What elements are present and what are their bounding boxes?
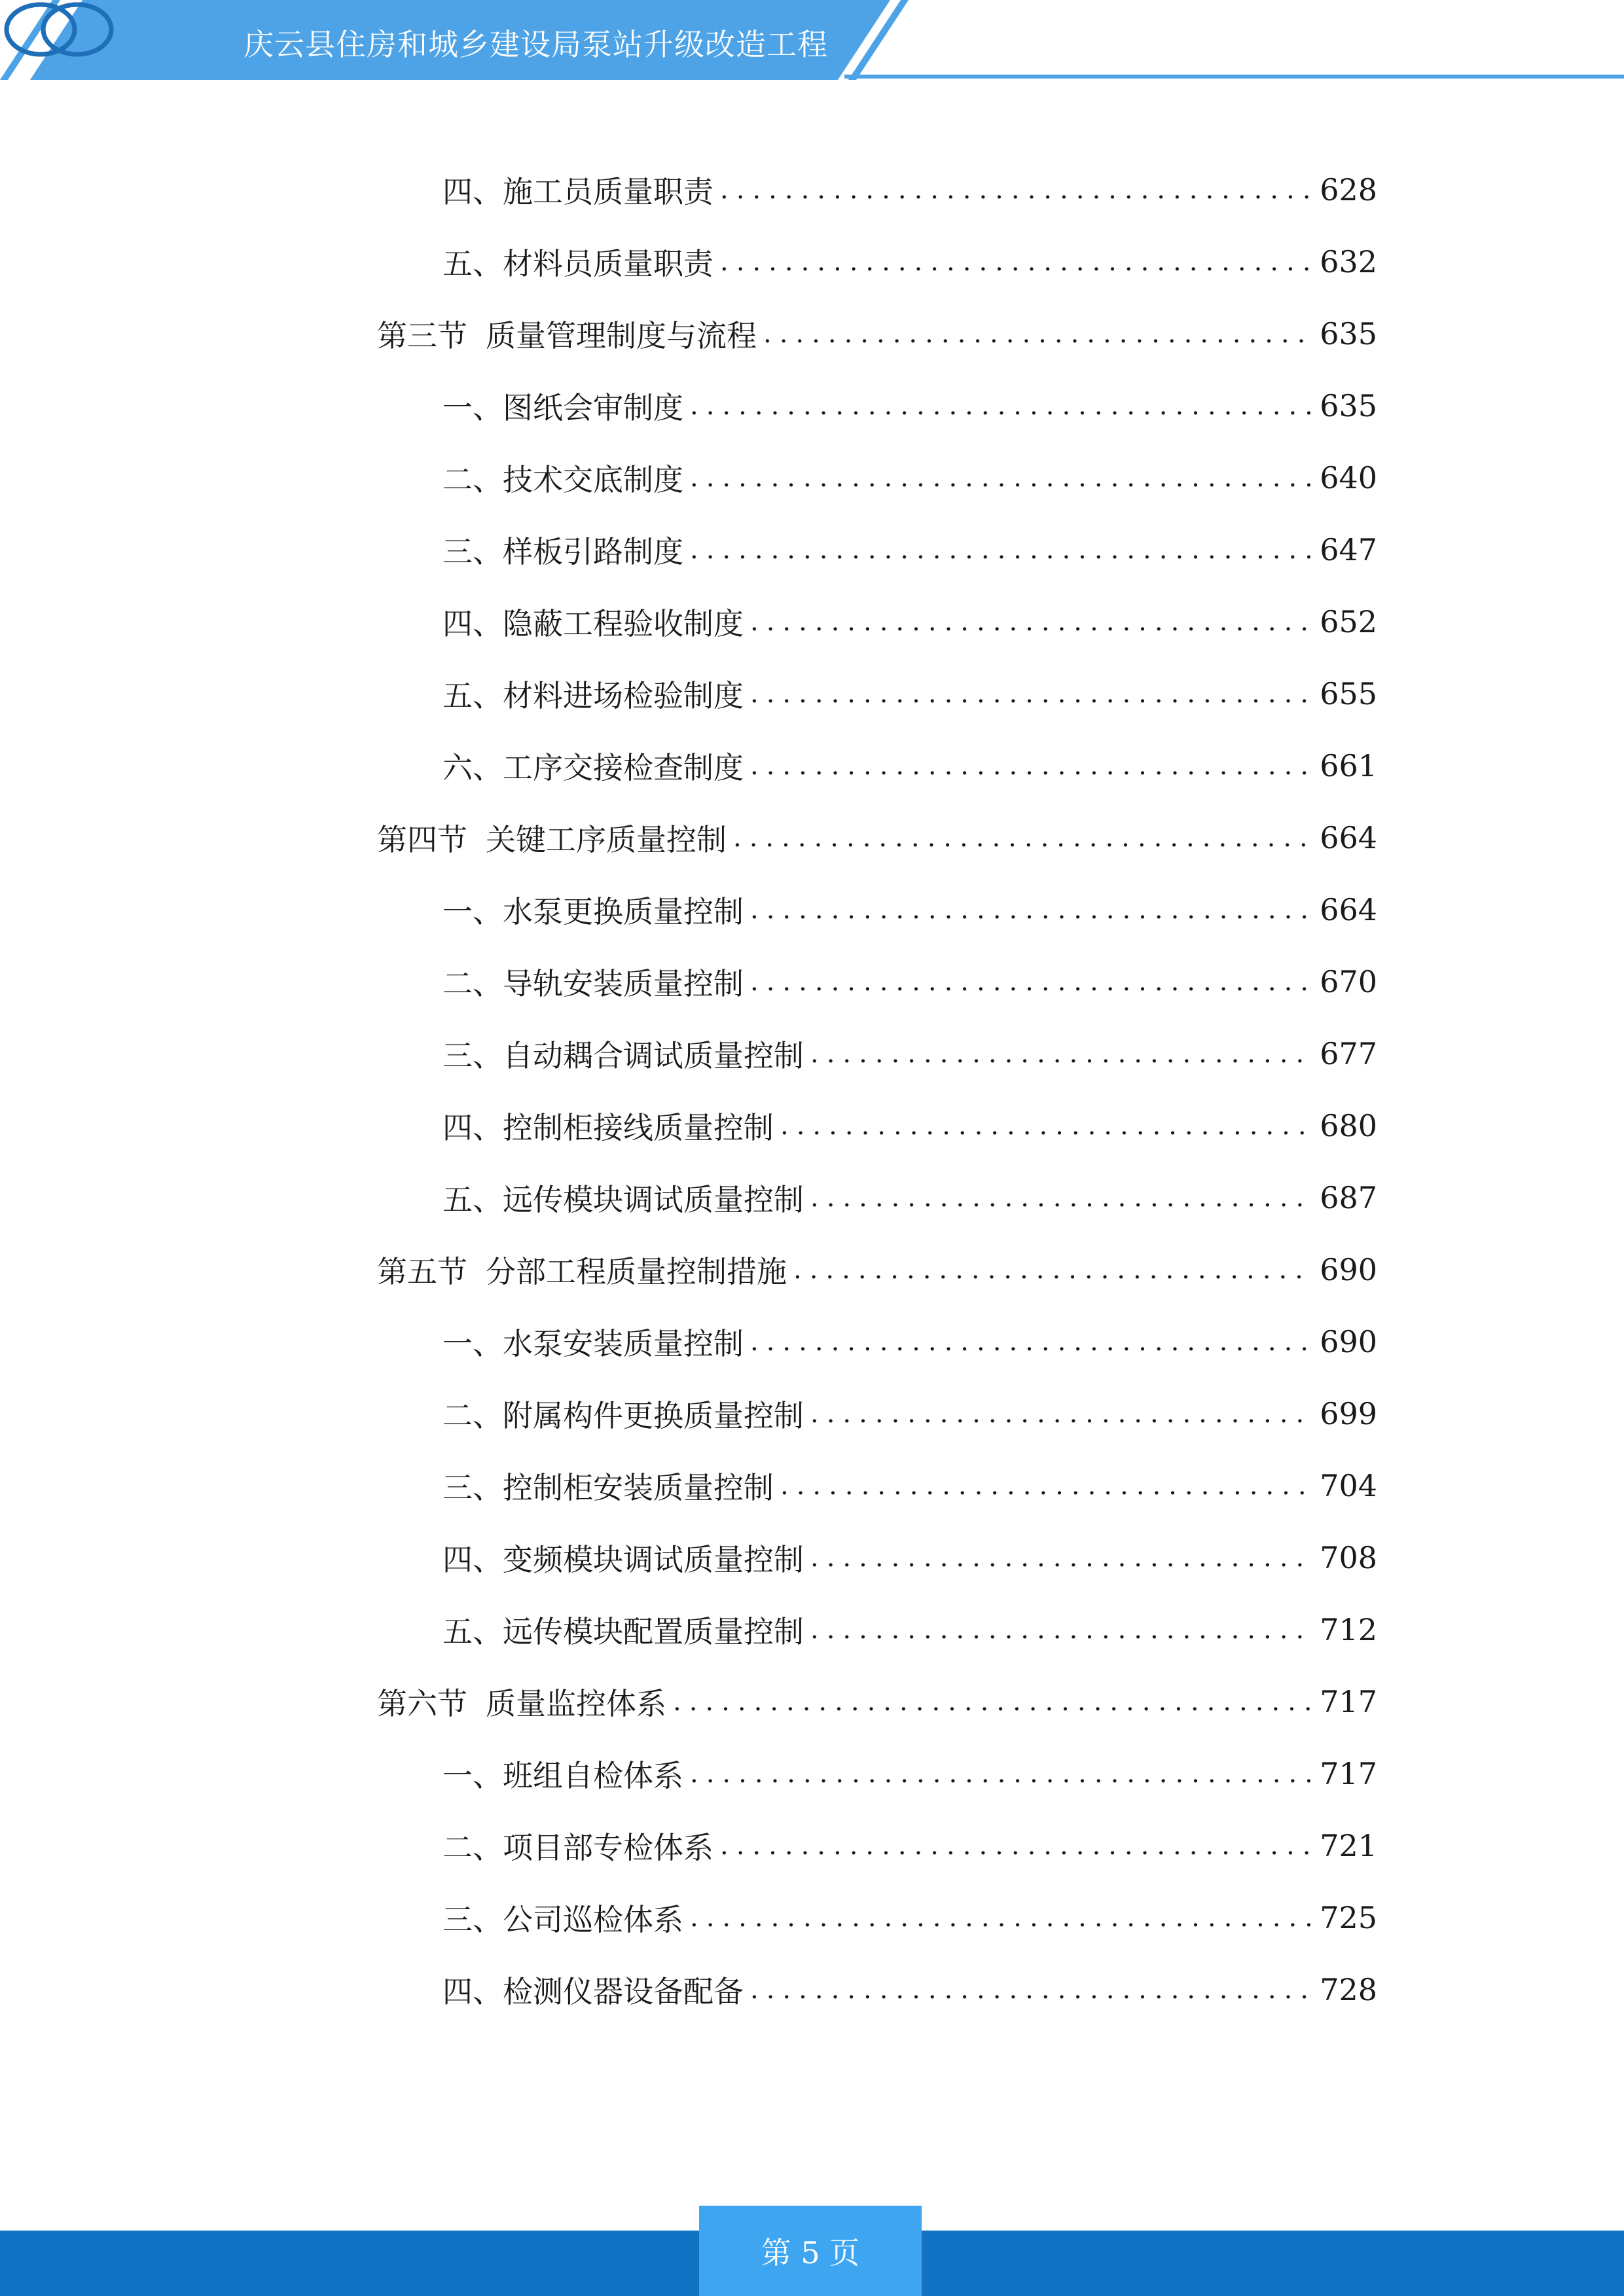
toc-entry-number: 五、 [442,1614,503,1649]
toc-entry-number: 四、 [442,606,503,641]
toc-entry-number: 一、 [442,1326,503,1361]
toc-entry-title: 远传模块调试质量控制 [503,1182,804,1217]
toc-entry-number: 二、 [442,1398,503,1433]
toc-entry-number: 第六节 [377,1686,467,1721]
toc-dot-leader [690,463,1313,493]
toc-entry-title: 技术交底制度 [503,462,683,497]
toc-entry-title: 公司巡检体系 [503,1902,683,1937]
toc-dot-leader [780,1111,1313,1141]
toc-subsection-entry[interactable] [442,1100,1377,1152]
toc-subsection-entry[interactable] [442,1316,1377,1368]
toc-entry-title: 分部工程质量控制措施 [486,1254,787,1289]
toc-entry-number: 一、 [442,894,503,929]
toc-entry-number: 一、 [442,1758,503,1793]
toc-subsection-entry[interactable] [442,956,1377,1008]
toc-entry-number: 第五节 [377,1254,467,1289]
toc-subsection-entry[interactable] [442,1460,1377,1512]
toc-entry-number: 二、 [442,462,503,497]
toc-section-entry[interactable] [377,1676,1377,1728]
toc-entry-number: 二、 [442,1830,503,1865]
toc-dot-leader [750,1975,1313,2005]
toc-dot-leader [810,1543,1313,1573]
toc-entry-title: 工序交接检查制度 [503,750,744,785]
toc-entry-number: 三、 [442,1902,503,1937]
toc-entry-page: 632 [1320,244,1377,279]
toc-subsection-entry[interactable] [442,1820,1377,1872]
toc-entry-number: 二、 [442,966,503,1001]
toc-entry-page: 635 [1320,388,1377,423]
toc-entry-page: 712 [1320,1612,1377,1647]
toc-subsection-entry[interactable] [442,1964,1377,2016]
toc-subsection-entry[interactable] [442,1892,1377,1944]
toc-dot-leader [750,895,1313,925]
toc-entry-page: 635 [1320,316,1377,351]
toc-entry-number: 三、 [442,1038,503,1073]
toc-dot-leader [793,1255,1313,1285]
toc-entry-page: 640 [1320,460,1377,495]
toc-entry-page: 728 [1320,1972,1377,2007]
page-number: 第 5 页 [699,2206,922,2296]
toc-entry-title: 控制柜接线质量控制 [503,1110,774,1145]
toc-entry-number: 四、 [442,1542,503,1577]
toc-entry-page: 661 [1320,748,1377,783]
toc-entry-page: 647 [1320,532,1377,567]
toc-entry-title: 自动耦合调试质量控制 [503,1038,804,1073]
toc-entry-title: 图纸会审制度 [503,390,683,425]
toc-dot-leader [720,175,1313,205]
toc-subsection-entry[interactable] [442,884,1377,936]
toc-entry-page: 690 [1320,1252,1377,1287]
toc-entry-title: 隐蔽工程验收制度 [503,606,744,641]
toc-entry-title: 水泵更换质量控制 [503,894,744,929]
toc-entry-title: 变频模块调试质量控制 [503,1542,804,1577]
toc-subsection-entry[interactable] [442,740,1377,792]
toc-entry-number: 五、 [442,246,503,281]
toc-subsection-entry[interactable] [442,1604,1377,1656]
toc-section-entry[interactable] [377,812,1377,864]
toc-subsection-entry[interactable] [442,164,1377,216]
toc-entry-title: 检测仪器设备配备 [503,1974,744,2009]
toc-entry-page: 690 [1320,1324,1377,1359]
toc-dot-leader [750,607,1313,637]
double-ring-logo-icon [0,0,118,59]
toc-dot-leader [810,1039,1313,1069]
toc-entry-number: 四、 [442,1974,503,2009]
toc-entry-number: 第四节 [377,822,467,857]
toc-entry-title: 样板引路制度 [503,534,683,569]
toc-entry-title: 质量监控体系 [486,1686,666,1721]
toc-entry-page: 687 [1320,1180,1377,1215]
toc-entry-number: 三、 [442,534,503,569]
toc-subsection-entry[interactable] [442,596,1377,648]
toc-subsection-entry[interactable] [442,236,1377,288]
toc-entry-number: 四、 [442,1110,503,1145]
toc-dot-leader [690,535,1313,565]
toc-dot-leader [690,1903,1313,1933]
toc-dot-leader [810,1399,1313,1429]
toc-entry-title: 附属构件更换质量控制 [503,1398,804,1433]
toc-entry-title: 材料员质量职责 [503,246,713,281]
toc-subsection-entry[interactable] [442,1532,1377,1584]
toc-entry-number: 三、 [442,1470,503,1505]
toc-entry-page: 708 [1320,1540,1377,1575]
toc-subsection-entry[interactable] [442,452,1377,504]
page-header [0,0,1624,92]
toc-section-entry[interactable] [377,1244,1377,1296]
toc-subsection-entry[interactable] [442,380,1377,432]
toc-entry-title: 项目部专检体系 [503,1830,713,1865]
toc-entry-number: 六、 [442,750,503,785]
toc-entry-page: 664 [1320,820,1377,855]
toc-dot-leader [720,1831,1313,1861]
toc-entry-page: 680 [1320,1108,1377,1143]
toc-dot-leader [750,967,1313,997]
toc-entry-title: 施工员质量职责 [503,174,713,209]
toc-entry-title: 控制柜安装质量控制 [503,1470,774,1505]
toc-dot-leader [780,1471,1313,1501]
toc-entry-number: 五、 [442,1182,503,1217]
toc-entry-page: 717 [1320,1684,1377,1719]
toc-dot-leader [810,1615,1313,1645]
toc-entry-page: 652 [1320,604,1377,639]
toc-entry-page: 704 [1320,1468,1377,1503]
toc-entry-page: 655 [1320,676,1377,711]
toc-entry-title: 材料进场检验制度 [503,678,744,713]
toc-entry-page: 670 [1320,964,1377,999]
toc-dot-leader [690,391,1313,421]
toc-entry-page: 717 [1320,1756,1377,1791]
toc-entry-title: 班组自检体系 [503,1758,683,1793]
toc-entry-number: 第三节 [377,318,467,353]
toc-entry-title: 水泵安装质量控制 [503,1326,744,1361]
toc-dot-leader [763,319,1313,349]
toc-section-entry[interactable] [377,308,1377,360]
toc-entry-page: 677 [1320,1036,1377,1071]
toc-entry-title: 质量管理制度与流程 [486,318,757,353]
toc-entry-number: 四、 [442,174,503,209]
toc-entry-number: 一、 [442,390,503,425]
toc-dot-leader [750,1327,1313,1357]
toc-subsection-entry[interactable] [442,668,1377,720]
toc-subsection-entry[interactable] [442,1748,1377,1800]
toc-entry-title: 远传模块配置质量控制 [503,1614,804,1649]
toc-entry-title: 关键工序质量控制 [486,822,727,857]
toc-entry-page: 699 [1320,1396,1377,1431]
header-title: 庆云县住房和城乡建设局泵站升级改造工程 [244,27,828,62]
toc-dot-leader [733,823,1313,853]
toc-dot-leader [673,1687,1313,1717]
toc-subsection-entry[interactable] [442,1172,1377,1224]
toc-entry-number: 五、 [442,678,503,713]
toc-dot-leader [720,247,1313,277]
toc-entry-page: 628 [1320,172,1377,207]
toc-subsection-entry[interactable] [442,1028,1377,1080]
toc-subsection-entry[interactable] [442,524,1377,576]
toc-dot-leader [750,679,1313,709]
toc-entry-page: 721 [1320,1828,1377,1863]
toc-entry-page: 664 [1320,892,1377,927]
toc-entry-title: 导轨安装质量控制 [503,966,744,1001]
toc-subsection-entry[interactable] [442,1388,1377,1440]
toc-entry-page: 725 [1320,1900,1377,1935]
toc-dot-leader [750,751,1313,781]
toc-dot-leader [690,1759,1313,1789]
toc-dot-leader [810,1183,1313,1213]
